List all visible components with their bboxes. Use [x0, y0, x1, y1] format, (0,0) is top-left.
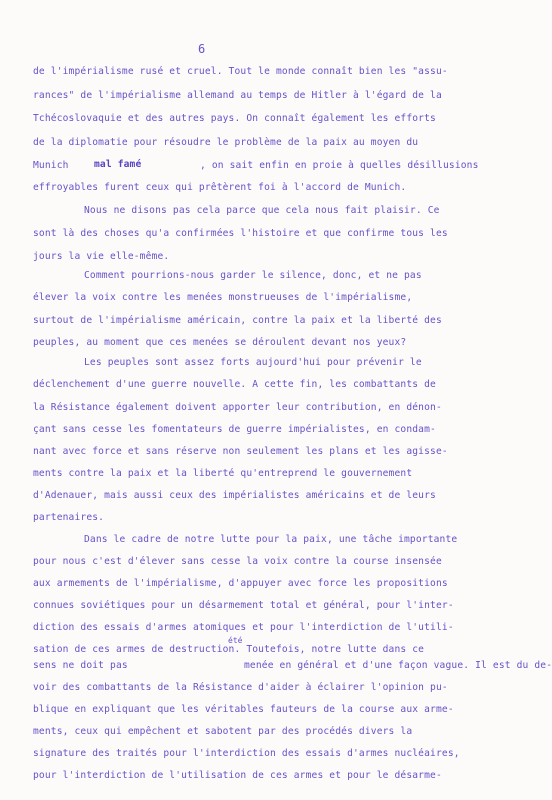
- text-line: d'Adenauer, mais aussi ceux des impérialistes américains et de leurs: [33, 490, 436, 501]
- text-line: peuples, au moment que ces menées se déroulent devant nos yeux?: [33, 337, 407, 348]
- text-line: signature des traités pour l'interdiction des essais d'armes nucléaires,: [33, 748, 460, 759]
- text-line: Comment pourrions-nous garder le silence, donc, et ne pas: [84, 270, 422, 281]
- text-line: effroyables furent ceux qui prêtèrent foi à l'accord de Munich.: [33, 182, 407, 193]
- text-line: surtout de l'impérialisme américain, contre la paix et la liberté des: [33, 315, 442, 326]
- page-number: 6: [198, 42, 206, 56]
- text-line: menée en général et d'une façon vague. Il est du de-: [244, 660, 552, 671]
- text-line: la Résistance également doivent apporter leur contribution, en dénon-: [33, 402, 442, 413]
- text-line: partenaires.: [33, 512, 105, 523]
- text-line: voir des combattants de la Résistance d'aider à éclairer l'opinion pu-: [33, 682, 448, 693]
- text-line: Munich: [33, 160, 69, 171]
- text-line: élever la voix contre les menées monstrueuses de l'impérialisme,: [33, 292, 413, 303]
- text-line: déclenchement d'une guerre nouvelle. A cette fin, les combattants de: [33, 379, 436, 390]
- text-line: ments, ceux qui empêchent et sabotent par des procédés divers la: [33, 726, 413, 737]
- text-line: rances" de l'impérialisme allemand au temps de Hitler à l'égard de la: [33, 90, 442, 101]
- text-line: connues soviétiques pour un désarmement total et général, pour l'inter-: [33, 600, 454, 611]
- text-line: nant avec force et sans réserve non seulement les plans et les agisse-: [33, 446, 448, 457]
- text-line: diction des essais d'armes atomiques et pour l'interdiction de l'utili-: [33, 622, 454, 633]
- handwritten-insertion: mal famé: [94, 159, 142, 170]
- text-line: jours la vie elle-même.: [33, 251, 170, 262]
- text-line: pour l'interdiction de l'utilisation de ces armes et pour le désarme-: [33, 770, 442, 781]
- text-line: de l'impérialisme rusé et cruel. Tout le monde connaît bien les "assu-: [33, 66, 448, 77]
- text-line: ments contre la paix et la liberté qu'entreprend le gouvernement: [33, 468, 413, 479]
- text-line: Tchécoslovaquie et des autres pays. On connaît également les efforts: [33, 113, 436, 124]
- text-line: Dans le cadre de notre lutte pour la paix, une tâche importante: [84, 534, 458, 545]
- text-line: çant sans cesse les fomentateurs de guerre impérialistes, en condam-: [33, 424, 436, 435]
- text-line: sont là des choses qu'a confirmées l'histoire et que confirme tous les: [33, 228, 448, 239]
- text-line: Nous ne disons pas cela parce que cela nous fait plaisir. Ce: [84, 205, 440, 216]
- text-line: aux armements de l'impérialisme, d'appuyer avec force les propositions: [33, 578, 448, 589]
- text-line: pour nous c'est d'élever sans cesse la voix contre la course insensée: [33, 556, 442, 567]
- text-line: sation de ces armes de destruction. Toutefois, notre lutte dans ce: [33, 644, 425, 655]
- text-line: Les peuples sont assez forts aujourd'hui pour prévenir le: [84, 357, 422, 368]
- text-line: sens ne doit pas: [33, 660, 128, 671]
- text-line: , on sait enfin en proie à quelles désillusions: [200, 160, 479, 171]
- text-line: de la diplomatie pour résoudre le problème de la paix au moyen du: [33, 137, 419, 148]
- handwritten-insertion: été: [228, 636, 243, 645]
- text-line: blique en expliquant que les véritables fauteurs de la course aux arme-: [33, 704, 454, 715]
